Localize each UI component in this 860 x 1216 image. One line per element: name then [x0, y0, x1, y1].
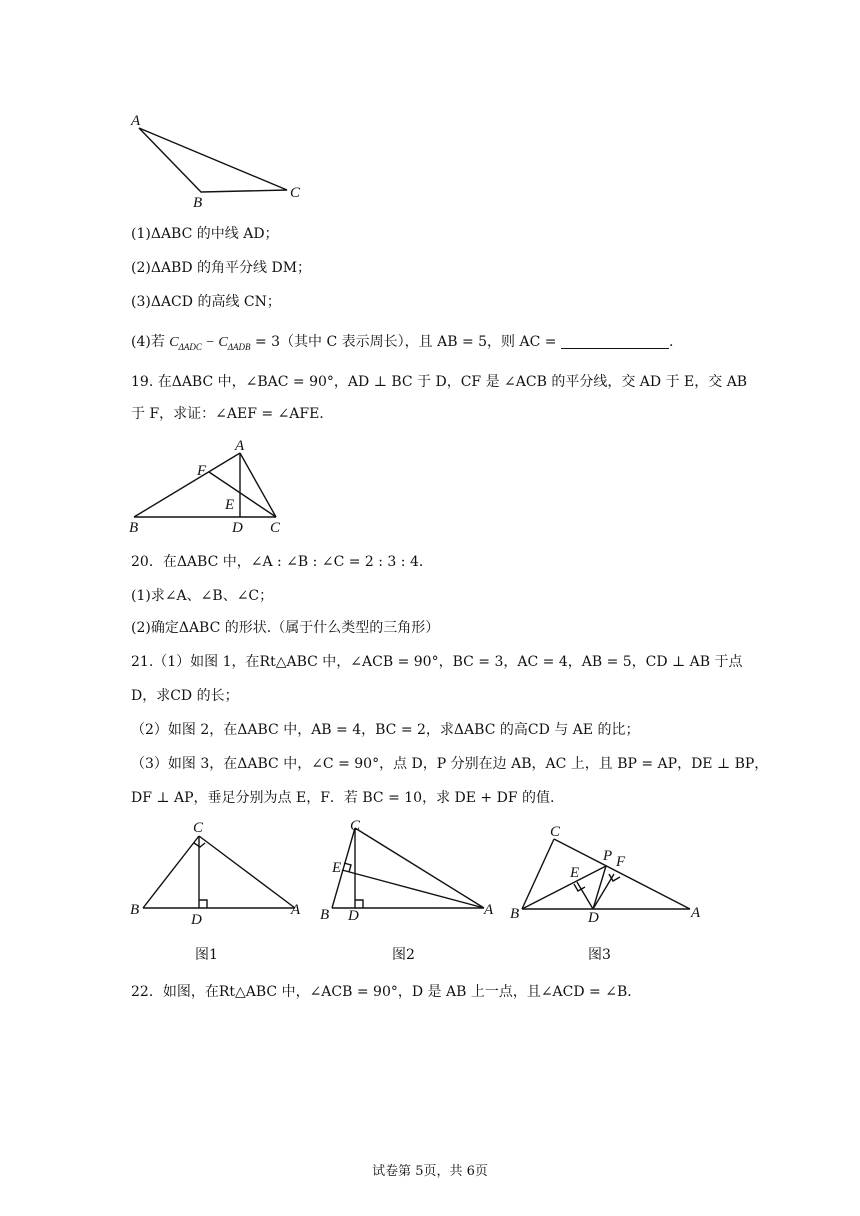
page-footer: 试卷第 5页，共 6页	[372, 1164, 488, 1179]
q18-part3: (3)ΔACD 的高线 CN；	[131, 294, 281, 310]
q19-line1: 19. 在ΔABC 中，∠BAC = 90°，AD ⊥ BC 于 D，CF 是 ∠ACB 的平分线，交 AD 于 E，交 AB	[131, 374, 748, 390]
label-c: C	[290, 185, 301, 201]
figure-1	[125, 816, 315, 926]
q19-label-d: D	[232, 520, 243, 536]
q19-label-a: A	[235, 438, 245, 454]
q18-part4-rest: = 3（其中 C 表示周长），且 AB = 5，则 AC =	[250, 334, 557, 350]
fig1-caption: 图1	[195, 947, 218, 963]
q21-line3: （2）如图 2，在ΔABC 中，AB = 4，BC = 2，求ΔABC 的高CD 与 AE 的比；	[131, 722, 640, 738]
fig3-label-d: D	[588, 910, 599, 926]
q18-part2: (2)ΔABD 的角平分线 DM；	[131, 260, 312, 276]
fig1-label-d: D	[191, 912, 202, 928]
q18-part4-end: .	[668, 334, 674, 350]
label-b: B	[193, 195, 203, 211]
q19-label-f: F	[197, 463, 207, 479]
q19-label-b: B	[129, 520, 139, 536]
fig2-label-b: B	[320, 907, 330, 923]
figure-2	[318, 816, 503, 926]
q18-part4-minus: − C	[201, 335, 228, 350]
q19-line2: 于 F，求证：∠AEF = ∠AFE．	[131, 406, 334, 422]
q18-part1: (1)ΔABC 的中线 AD；	[131, 226, 279, 242]
q20-line2: (1)求∠A、∠B、∠C；	[131, 588, 274, 604]
q22-line1: 22．如图，在Rt△ABC 中，∠ACB = 90°，D 是 AB 上一点，且∠ACD = ∠B．	[131, 984, 642, 1000]
q18-part4-sub2: ΔADB	[227, 341, 251, 352]
fig3-label-f: F	[616, 854, 626, 870]
fig1-label-c: C	[193, 820, 204, 836]
q21-line2: D，求CD 的长；	[131, 688, 239, 704]
q18-part4-formula: C	[169, 335, 179, 350]
figure-3	[510, 816, 710, 926]
q19-label-c: C	[270, 520, 281, 536]
fig3-label-p: P	[603, 848, 613, 864]
q19-label-e: E	[225, 497, 235, 513]
q21-line4: （3）如图 3，在ΔABC 中，∠C = 90°，点 D，P 分别在边 AB，AC 上，且 BP = AP，DE ⊥ BP，	[131, 756, 769, 772]
fig2-label-e: E	[332, 860, 342, 876]
figure-triangle-abc	[125, 108, 315, 211]
q21-line1: 21.（1）如图 1，在Rt△ABC 中，∠ACB = 90°，BC = 3，AC = 4，AB = 5，CD ⊥ AB 于点	[131, 654, 743, 670]
answer-blank[interactable]	[561, 334, 669, 349]
fig2-label-c: C	[350, 818, 361, 834]
q20-line1: 20．在ΔABC 中，∠A : ∠B : ∠C = 2 : 3 : 4．	[131, 554, 433, 570]
fig2-caption: 图2	[392, 947, 415, 963]
fig3-label-c: C	[550, 824, 561, 840]
fig2-label-a: A	[484, 902, 494, 918]
fig1-label-a: A	[291, 902, 301, 918]
fig3-label-b: B	[510, 906, 520, 922]
label-a: A	[131, 113, 141, 129]
fig3-label-a: A	[691, 905, 701, 921]
q20-line3: (2)确定ΔABC 的形状.（属于什么类型的三角形）	[131, 620, 440, 636]
q21-line5: DF ⊥ AP，垂足分别为点 E，F．若 BC = 10，求 DE + DF 的值.	[131, 790, 555, 806]
q18-part4-sub1: ΔADC	[178, 341, 202, 352]
fig3-caption: 图3	[588, 947, 611, 963]
fig3-label-e: E	[570, 865, 580, 881]
q18-part4	[131, 332, 673, 357]
q18-part4-prefix: (4)若	[131, 334, 170, 350]
triangle-abc-shape	[139, 128, 287, 192]
figure-q19	[125, 436, 295, 536]
fig1-label-b: B	[130, 902, 140, 918]
fig2-label-d: D	[348, 908, 359, 924]
